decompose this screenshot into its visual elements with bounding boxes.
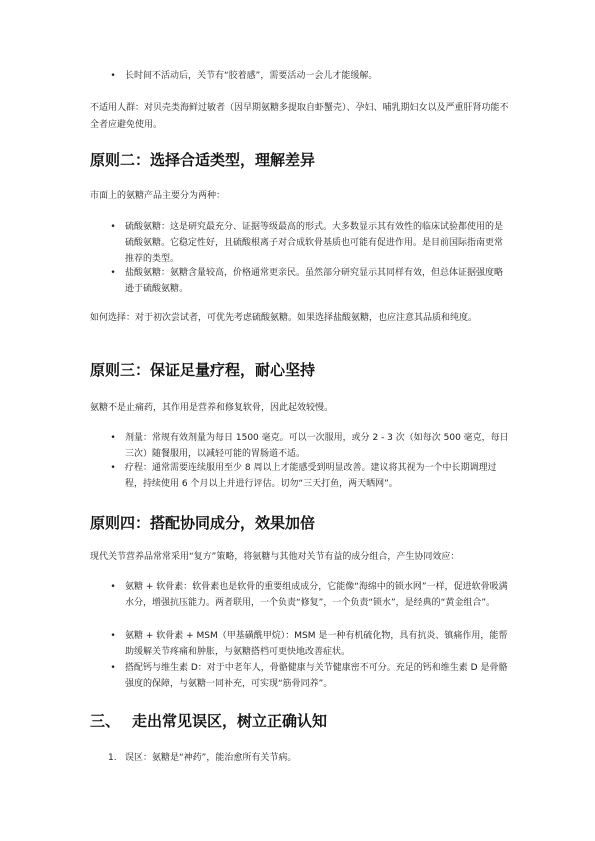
list-item: 氨糖 + 软骨素：软骨素也是软骨的重要组成成分，它能像“海绵中的锁水网”一样，促进软骨吸满水分，增强抗压能力。两者联用，一个负责“修复”，一个负责“锁水”，是经典的“黄金组合”。 xyxy=(125,582,508,608)
heading-section-3 xyxy=(90,711,520,731)
paragraph-types-intro: 市面上的氨糖产品主要分为两种： xyxy=(90,191,226,201)
heading-principle-4: 原则四：搭配协同成分，效果加倍 xyxy=(90,514,316,532)
numbered-list-item: 误区：氨糖是“神药”，能治愈所有关节病。 xyxy=(125,753,297,763)
list-item: 盐酸氨糖：氨糖含量较高，价格通常更亲民。虽然部分研究显示其同样有效，但总体证据强度略逊于硫酸氨糖。 xyxy=(125,268,504,294)
list-item: 长时间不活动后，关节有“胶着感”，需要活动一会儿才能缓解。 xyxy=(125,71,378,81)
heading-principle-2: 原则二：选择合适类型，理解差异 xyxy=(90,151,316,169)
bullet-marker: • xyxy=(110,663,116,673)
paragraph-compound-strategy: 现代关节营养品常常采用“复方”策略，将氨糖与其他对关节有益的成分组合，产生协同效应： xyxy=(90,552,460,562)
bullet-marker: • xyxy=(110,463,116,473)
list-item: 氨糖 + 软骨素 + MSM（甲基磺酰甲烷）：MSM 是一种有机硫化物，具有抗炎、镇痛作用，能帮助缓解关节疼痛和肿胀，与氨糖搭档可更快地改善症状。 xyxy=(125,631,508,657)
section-number: 三、 xyxy=(90,712,121,730)
bullet-marker: • xyxy=(110,631,116,641)
bullet-marker: • xyxy=(110,433,116,443)
paragraph-unsuitable-groups: 不适用人群：对贝壳类海鲜过敏者（因早期氨糖多提取自虾蟹壳）、孕妇、哺乳期妇女以及严重肝肾功能不全者应避免使用。 xyxy=(90,103,509,130)
paragraph-how-to-choose: 如何选择：对于初次尝试者，可优先考虑硫酸氨糖。如果选择盐酸氨糖，也应注意其品质和纯度。 xyxy=(90,313,478,323)
list-item: 剂量：常规有效剂量为每日 1500 毫克。可以一次服用，或分 2 - 3 次（如每次 500 毫克，每日三次）随餐服用，以减轻可能的胃肠道不适。 xyxy=(125,433,509,459)
bullet-marker: • xyxy=(110,71,116,81)
heading-principle-3: 原则三：保证足量疗程，耐心坚持 xyxy=(90,361,316,379)
paragraph-not-painkiller: 氨糖不是止痛药，其作用是营养和修复软骨，因此起效较慢。 xyxy=(90,403,334,413)
list-number: 1. xyxy=(108,753,117,763)
bullet-marker: • xyxy=(110,582,116,592)
list-item: 硫酸氨糖：这是研究最充分、证据等级最高的形式。大多数显示其有效性的临床试验都使用的是硫酸氨糖。它稳定性好，且硫酸根离子对合成软骨基质也可能有促进作用。是目前国际指南更常推荐的类型。 xyxy=(125,222,504,264)
list-item: 疗程：通常需要连续服用至少 8 周以上才能感受到明显改善。建议将其视为一个中长期调理过程，持续使用 6 个月以上并进行评估。切勿“三天打鱼，两天晒网”。 xyxy=(125,463,497,489)
bullet-marker: • xyxy=(110,268,116,278)
list-item: 搭配钙与维生素 D：对于中老年人，骨骼健康与关节健康密不可分。充足的钙和维生素 D 是骨骼强度的保障，与氨糖一同补充，可实现“筋骨同养”。 xyxy=(125,663,508,689)
bullet-marker: • xyxy=(110,222,116,232)
section-title: 走出常见误区，树立正确认知 xyxy=(132,712,328,730)
